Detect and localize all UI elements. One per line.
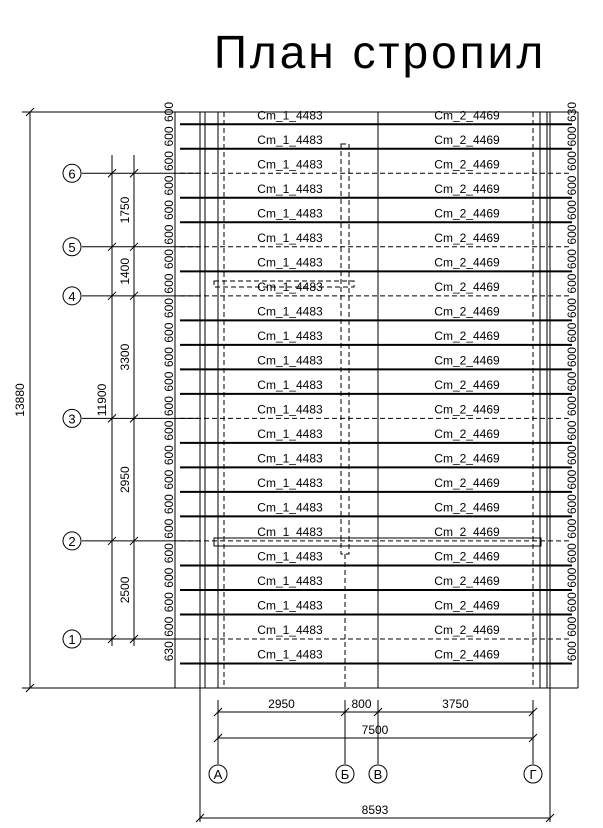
spacing-label-right: 600	[565, 224, 579, 245]
rafter-label-right: Cm_2_4469	[434, 181, 500, 196]
overall-length-label: 13880	[13, 383, 27, 417]
spacing-label-right: 600	[565, 175, 579, 196]
spacing-label-right: 600	[565, 322, 579, 343]
rafter-label-left: Cm_1_4483	[257, 181, 323, 196]
row-dimension-label: 1400	[118, 257, 132, 285]
spacing-label-right: 600	[565, 518, 579, 539]
rafter-label-left: Cm_1_4483	[257, 206, 323, 221]
spacing-label-right: 600	[565, 420, 579, 441]
spacing-label-right: 600	[565, 298, 579, 319]
rafter-label-right: Cm_2_4469	[434, 524, 500, 539]
spacing-label-right: 600	[565, 151, 579, 172]
column-dimension-label: 2950	[268, 697, 295, 711]
spacing-label-left: 600	[162, 200, 176, 221]
spacing-label-right: 600	[565, 616, 579, 637]
rafter-label-left: Cm_1_4483	[257, 647, 323, 662]
spacing-label-left: 600	[162, 101, 176, 123]
rafter-label-left: Cm_1_4483	[257, 451, 323, 466]
rafter-label-left: Cm_1_4483	[257, 255, 323, 270]
spacing-label-right: 630	[565, 101, 579, 123]
rafter-label-right: Cm_2_4469	[434, 500, 500, 515]
rafter-label-right: Cm_2_4469	[434, 157, 500, 172]
row-axis-label: 6	[68, 166, 76, 182]
rafter-label-left: Cm_1_4483	[257, 377, 323, 392]
rafter-label-right: Cm_2_4469	[434, 402, 500, 417]
rafter-label-left: Cm_1_4483	[257, 500, 323, 515]
rafter-label-right: Cm_2_4469	[434, 573, 500, 588]
row-axis-label: 2	[68, 533, 76, 549]
rafter-label-left: Cm_1_4483	[257, 108, 323, 123]
rafter-label-right: Cm_2_4469	[434, 206, 500, 221]
rafter-label-right: Cm_2_4469	[434, 426, 500, 441]
spacing-label-left: 600	[162, 420, 176, 441]
rafter-label-right: Cm_2_4469	[434, 451, 500, 466]
spacing-label-right: 600	[565, 126, 579, 147]
spacing-label-left: 600	[162, 567, 176, 588]
rafter-label-left: Cm_1_4483	[257, 402, 323, 417]
row-axes-group	[63, 164, 200, 648]
rafter-label-right: Cm_2_4469	[434, 279, 500, 294]
drawing-title: План стропил	[213, 26, 547, 78]
rafter-label-left: Cm_1_4483	[257, 353, 323, 368]
rafter-label-right: Cm_2_4469	[434, 230, 500, 245]
spacing-label-left: 600	[162, 175, 176, 196]
rafter-label-right: Cm_2_4469	[434, 549, 500, 564]
column-axis-label: Б	[340, 767, 350, 782]
rafter-label-left: Cm_1_4483	[257, 132, 323, 147]
rafter-label-right: Cm_2_4469	[434, 108, 500, 123]
rafter-label-left: Cm_1_4483	[257, 524, 323, 539]
column-dimensions-group	[268, 697, 469, 711]
spacing-label-right: 600	[565, 396, 579, 417]
rafter-label-right: Cm_2_4469	[434, 304, 500, 319]
row-axis-label: 5	[68, 239, 76, 255]
spacing-label-left: 600	[162, 616, 176, 637]
spacing-label-right: 600	[565, 371, 579, 392]
spacing-label-left: 600	[162, 494, 176, 515]
row-dimension-label: 1750	[118, 196, 132, 224]
rafter-label-left: Cm_1_4483	[257, 230, 323, 245]
spacing-label-left: 600	[162, 518, 176, 539]
row-axis-label: 4	[68, 288, 76, 304]
row-axis-label: 1	[68, 631, 76, 647]
rafter-label-left: Cm_1_4483	[257, 573, 323, 588]
axes-total-dim-label: 11900	[95, 383, 109, 417]
rafter-label-left: Cm_1_4483	[257, 622, 323, 637]
rafter-label-right: Cm_2_4469	[434, 255, 500, 270]
row-dimensions-group	[118, 196, 132, 603]
rafters-group	[162, 102, 579, 664]
rafter-label-left: Cm_1_4483	[257, 475, 323, 490]
row-axis-label: 3	[68, 411, 76, 427]
rafter-label-right: Cm_2_4469	[434, 622, 500, 637]
spacing-label-right: 600	[565, 200, 579, 221]
rafter-label-right: Cm_2_4469	[434, 132, 500, 147]
spacing-label-right: 600	[565, 592, 579, 613]
rafter-label-right: Cm_2_4469	[434, 353, 500, 368]
spacing-label-left: 600	[162, 396, 176, 417]
spacing-label-right: 600	[565, 273, 579, 294]
rafter-label-left: Cm_1_4483	[257, 426, 323, 441]
spacing-label-left: 600	[162, 224, 176, 245]
spacing-label-left: 600	[162, 445, 176, 466]
spacing-label-left: 600	[162, 126, 176, 147]
rafter-label-right: Cm_2_4469	[434, 328, 500, 343]
rafter-label-left: Cm_1_4483	[257, 549, 323, 564]
rafter-label-right: Cm_2_4469	[434, 647, 500, 662]
row-dimension-label: 3300	[118, 343, 132, 371]
spacing-label-right: 600	[565, 567, 579, 588]
spacing-label-right: 600	[565, 494, 579, 515]
spacing-label-left: 600	[162, 371, 176, 392]
spacing-label-left: 630	[162, 641, 176, 662]
rafter-label-right: Cm_2_4469	[434, 475, 500, 490]
spacing-label-left: 600	[162, 151, 176, 172]
overall-width-label: 8593	[361, 803, 389, 817]
spacing-label-right: 600	[565, 249, 579, 270]
axes-span-label: 7500	[361, 723, 389, 737]
column-axis-label: А	[213, 767, 223, 782]
rafter-label-left: Cm_1_4483	[257, 304, 323, 319]
spacing-label-left: 600	[162, 347, 176, 368]
spacing-label-right: 600	[565, 445, 579, 466]
column-axis-label: Г	[529, 767, 537, 782]
spacing-label-left: 600	[162, 298, 176, 319]
rafter-label-left: Cm_1_4483	[257, 279, 323, 294]
spacing-label-left: 600	[162, 469, 176, 490]
spacing-label-right: 600	[565, 347, 579, 368]
spacing-label-right: 600	[565, 469, 579, 490]
spacing-label-left: 600	[162, 273, 176, 294]
column-axis-label: В	[373, 767, 383, 782]
rafter-label-right: Cm_2_4469	[434, 598, 500, 613]
rafter-label-left: Cm_1_4483	[257, 598, 323, 613]
column-dimension-label: 3750	[442, 697, 469, 711]
column-dimension-label: 800	[351, 697, 372, 711]
row-dimension-label: 2950	[118, 466, 132, 494]
rafter-label-left: Cm_1_4483	[257, 157, 323, 172]
spacing-label-left: 600	[162, 249, 176, 270]
spacing-label-left: 600	[162, 592, 176, 613]
spacing-label-right: 600	[565, 641, 579, 662]
spacing-label-right: 600	[565, 543, 579, 564]
row-dimension-label: 2500	[118, 576, 132, 604]
rafter-label-left: Cm_1_4483	[257, 328, 323, 343]
spacing-label-left: 600	[162, 322, 176, 343]
rafter-label-right: Cm_2_4469	[434, 377, 500, 392]
spacing-label-left: 600	[162, 543, 176, 564]
